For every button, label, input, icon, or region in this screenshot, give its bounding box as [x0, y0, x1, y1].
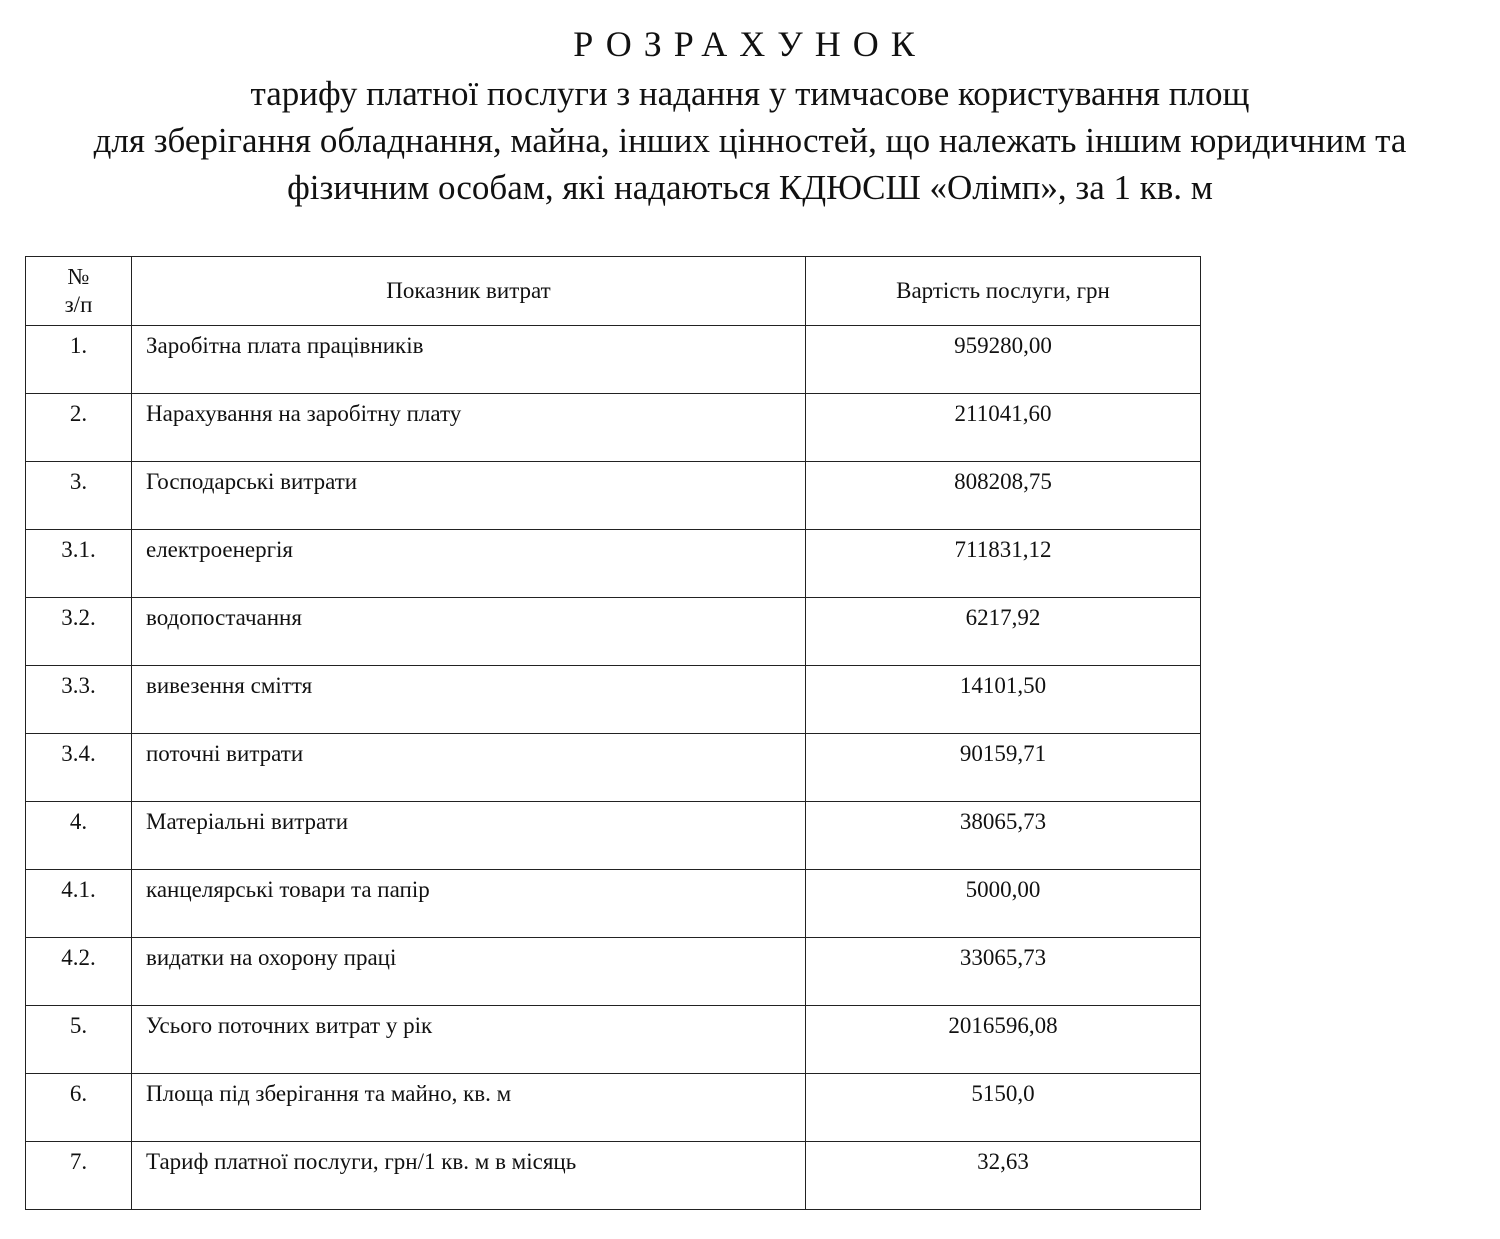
table-row: [26, 802, 1201, 870]
row-value: 5150,0: [806, 1074, 1201, 1142]
table-row: [26, 870, 1201, 938]
row-indicator: видатки на охорону праці: [132, 938, 806, 1006]
row-indicator: поточні витрати: [132, 734, 806, 802]
row-number: 3.3.: [26, 666, 132, 734]
row-value: 90159,71: [806, 734, 1201, 802]
row-value: 808208,75: [806, 462, 1201, 530]
column-header-number-line-2: з/п: [64, 292, 93, 317]
row-value: 211041,60: [806, 394, 1201, 462]
table-header-row: [26, 257, 1201, 326]
row-value: 6217,92: [806, 598, 1201, 666]
row-number: 4.1.: [26, 870, 132, 938]
table-row: [26, 530, 1201, 598]
table-row: [26, 598, 1201, 666]
row-value: 959280,00: [806, 326, 1201, 394]
row-number: 4.2.: [26, 938, 132, 1006]
row-number: 4.: [26, 802, 132, 870]
document-header: [0, 18, 1500, 211]
table-row: [26, 326, 1201, 394]
column-header-indicator: Показник витрат: [132, 257, 806, 326]
row-number: 3.2.: [26, 598, 132, 666]
table-row: [26, 666, 1201, 734]
row-value: 33065,73: [806, 938, 1201, 1006]
row-value: 711831,12: [806, 530, 1201, 598]
column-header-value: Вартість послуги, грн: [806, 257, 1201, 326]
document-subtitle-line-2: для зберігання обладнання, майна, інших цінностей, що належать іншим юридичним та: [93, 121, 1407, 160]
row-indicator: Нарахування на заробітну плату: [132, 394, 806, 462]
row-number: 2.: [26, 394, 132, 462]
row-number: 6.: [26, 1074, 132, 1142]
table-row: [26, 1142, 1201, 1210]
row-number: 1.: [26, 326, 132, 394]
row-number: 3.4.: [26, 734, 132, 802]
row-indicator: водопостачання: [132, 598, 806, 666]
row-value: 38065,73: [806, 802, 1201, 870]
row-indicator: Площа під зберігання та майно, кв. м: [132, 1074, 806, 1142]
row-value: 32,63: [806, 1142, 1201, 1210]
table-row: [26, 1006, 1201, 1074]
row-value: 14101,50: [806, 666, 1201, 734]
column-header-number: [26, 257, 132, 326]
document-title: РОЗРАХУНОК: [573, 24, 927, 64]
row-value: 5000,00: [806, 870, 1201, 938]
row-indicator: канцелярські товари та папір: [132, 870, 806, 938]
row-value: 2016596,08: [806, 1006, 1201, 1074]
row-indicator: Господарські витрати: [132, 462, 806, 530]
cost-calculation-table: [25, 256, 1201, 1210]
row-indicator: електроенергія: [132, 530, 806, 598]
table-row: [26, 938, 1201, 1006]
row-indicator: Матеріальні витрати: [132, 802, 806, 870]
row-indicator: Тариф платної послуги, грн/1 кв. м в місяць: [132, 1142, 806, 1210]
column-header-number-line-1: №: [67, 264, 90, 289]
row-indicator: Заробітна плата працівників: [132, 326, 806, 394]
table-row: [26, 394, 1201, 462]
row-number: 7.: [26, 1142, 132, 1210]
table-row: [26, 462, 1201, 530]
table-row: [26, 734, 1201, 802]
row-number: 3.: [26, 462, 132, 530]
document-subtitle-line-1: тарифу платної послуги з надання у тимчасове користування площ: [250, 74, 1250, 113]
row-indicator: вивезення сміття: [132, 666, 806, 734]
row-indicator: Усього поточних витрат у рік: [132, 1006, 806, 1074]
row-number: 5.: [26, 1006, 132, 1074]
row-number: 3.1.: [26, 530, 132, 598]
table-row: [26, 1074, 1201, 1142]
document-subtitle-line-3: фізичним особам, які надаються КДЮСШ «Олімп», за 1 кв. м: [287, 168, 1213, 207]
